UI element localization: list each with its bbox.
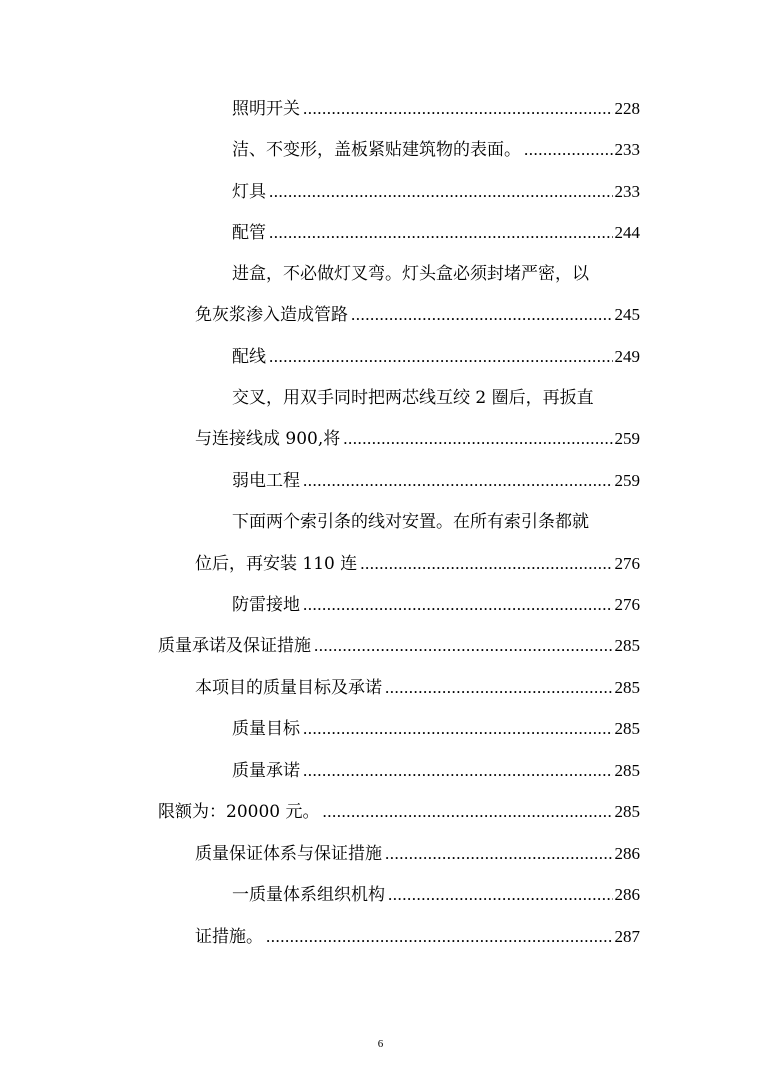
dot-leader	[360, 552, 612, 576]
toc-entry-wrapped-line: 进盒，不必做灯叉弯。灯头盒必须封堵严密，以	[232, 264, 589, 284]
toc-entry-title: 灯具	[232, 182, 266, 202]
dot-leader	[303, 759, 613, 783]
toc-entry-page: 287	[614, 927, 640, 946]
toc-entry-title: 位后，再安装 110 连	[195, 554, 358, 574]
toc-entry[interactable]	[232, 469, 640, 493]
toc-entry-page: 228	[614, 99, 640, 118]
toc-entry-wrapped-line: 下面两个索引条的线对安置。在所有索引条都就	[232, 512, 589, 532]
toc-entry[interactable]	[232, 97, 640, 121]
dot-leader	[322, 800, 612, 824]
toc-entry-page: 285	[614, 636, 640, 655]
dot-leader	[388, 883, 613, 907]
toc-entry[interactable]	[232, 345, 640, 369]
toc-entry-page: 285	[614, 761, 640, 780]
toc-entry[interactable]	[232, 180, 640, 204]
toc-entry[interactable]	[232, 883, 640, 907]
toc-entry-title: 证措施。	[195, 927, 263, 947]
toc-entry-page: 276	[614, 554, 640, 573]
dot-leader	[269, 180, 613, 204]
toc-entry[interactable]	[232, 759, 640, 783]
dot-leader	[303, 717, 613, 741]
toc-entry-title: 配线	[232, 347, 266, 367]
dot-leader	[385, 676, 613, 700]
toc-entry-title: 免灰浆渗入造成管路	[195, 305, 348, 325]
toc-entry-title: 一质量体系组织机构	[232, 885, 385, 905]
toc-entry[interactable]	[195, 552, 640, 576]
toc-entry[interactable]	[232, 221, 640, 245]
toc-entry-title: 防雷接地	[232, 595, 300, 615]
toc-entry-page: 276	[614, 595, 640, 614]
toc-entry[interactable]	[232, 138, 640, 162]
toc-entry[interactable]	[195, 676, 640, 700]
dot-leader	[269, 221, 613, 245]
toc-entry-page: 233	[614, 140, 640, 159]
toc-entry[interactable]	[195, 427, 640, 451]
toc-entry[interactable]	[195, 303, 640, 327]
dot-leader	[303, 469, 613, 493]
toc-entry-page: 233	[614, 182, 640, 201]
toc-entry-title: 本项目的质量目标及承诺	[195, 678, 382, 698]
page-number: 6	[377, 1038, 384, 1050]
toc-entry[interactable]	[195, 842, 640, 866]
dot-leader	[343, 427, 612, 451]
toc-entry-wrapped-line: 交叉，用双手同时把两芯线互绞 2 圈后，再扳直	[232, 388, 594, 408]
dot-leader	[303, 593, 613, 617]
dot-leader	[303, 97, 613, 121]
toc-entry-title: 与连接线成 900,将	[195, 429, 341, 449]
dot-leader	[269, 345, 613, 369]
toc-entry-title: 弱电工程	[232, 471, 300, 491]
toc-entry-page: 249	[614, 347, 640, 366]
toc-entry-page: 259	[614, 471, 640, 490]
toc-entry[interactable]	[158, 800, 640, 824]
toc-entry-title: 质量承诺及保证措施	[158, 636, 311, 656]
toc-entry-title: 照明开关	[232, 99, 300, 119]
toc-entry-page: 244	[614, 223, 640, 242]
toc-entry-title: 洁、不变形，盖板紧贴建筑物的表面。	[232, 140, 521, 160]
dot-leader	[314, 634, 613, 658]
dot-leader	[266, 925, 613, 949]
toc-entry[interactable]	[195, 925, 640, 949]
toc-entry[interactable]	[232, 717, 640, 741]
dot-leader	[385, 842, 613, 866]
toc-entry-title: 限额为：20000 元。	[158, 802, 320, 822]
toc-entry-page: 285	[614, 802, 640, 821]
toc-entry-page: 286	[614, 844, 640, 863]
toc-entry-page: 259	[614, 429, 640, 448]
toc-entry-page: 285	[614, 678, 640, 697]
toc-entry[interactable]	[232, 593, 640, 617]
toc-entry-title: 质量承诺	[232, 761, 300, 781]
toc-entry-title: 质量目标	[232, 719, 300, 739]
toc-entry-title: 配管	[232, 223, 266, 243]
toc-entry-title: 质量保证体系与保证措施	[195, 844, 382, 864]
toc-entry-page: 285	[614, 719, 640, 738]
toc-entry-page: 245	[614, 305, 640, 324]
toc-entry-page: 286	[614, 885, 640, 904]
toc-entry[interactable]	[158, 634, 640, 658]
dot-leader	[524, 138, 613, 162]
dot-leader	[351, 303, 613, 327]
